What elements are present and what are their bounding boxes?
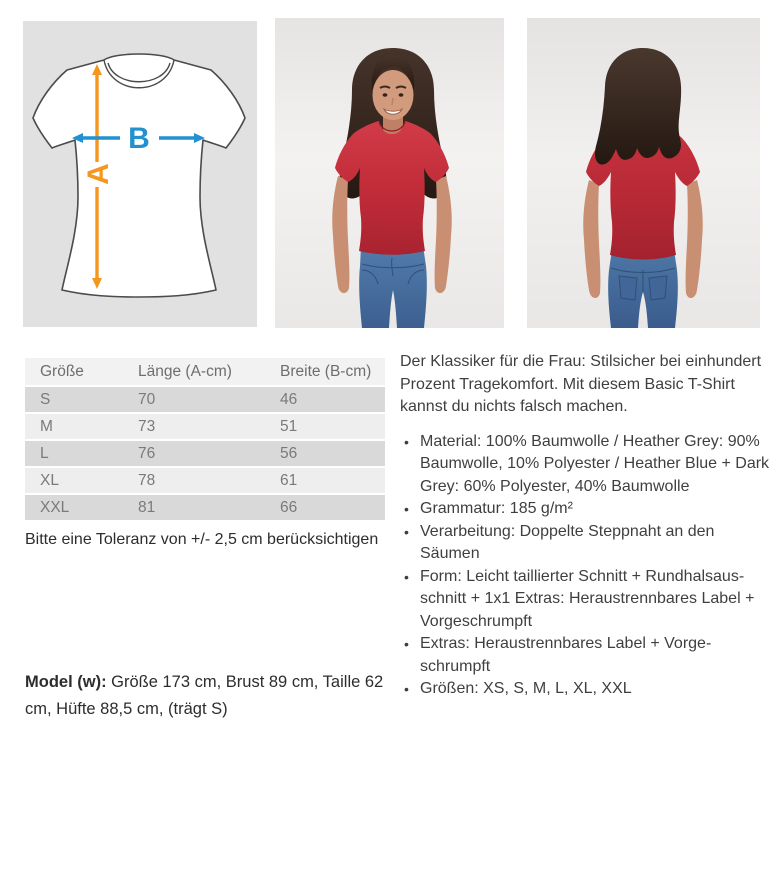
model-info (25, 669, 399, 723)
measure-label-a: A (82, 163, 115, 185)
nose (392, 98, 393, 105)
measure-label-b: B (128, 122, 150, 155)
size-table-header: Größe (25, 358, 138, 385)
size-table-cell: 76 (138, 441, 280, 466)
size-table-row (25, 441, 385, 466)
size-table-cell: 73 (138, 414, 280, 439)
model-info-text: Größe 173 cm, Brust 89 cm, Taille 62 cm, Hüfte 88,5 cm, (trägt S) (25, 673, 384, 718)
size-table-header-row (25, 358, 385, 385)
description-bullets (400, 431, 772, 701)
size-table-cell: 51 (280, 414, 385, 439)
size-table-row (25, 387, 385, 412)
description-bullet: • Form: Leicht taillierter Schnitt + Rundhalsausschnitt + 1x1 Extras: Heraustrennbares Label + Vorgeschrumpft (400, 566, 772, 634)
description-intro: Der Klassiker für die Frau: Stilsicher bei einhundert Prozent Tragekomfort. Mit diesem Basic T-Shirt kannst du nichts falsch machen. (400, 353, 762, 415)
size-table-cell: M (25, 414, 138, 439)
description-bullet: • Grammatur: 185 g/m² (400, 498, 772, 521)
size-table-cell: 56 (280, 441, 385, 466)
size-table (25, 356, 385, 522)
description-bullet: • Material: 100% Baumwolle / Heather Grey: 90% Baumwolle, 10% Polyester / Heather Blue + Dark Grey: 60% Polyester, 40% Baumwolle (400, 431, 772, 499)
model-front-photo (275, 18, 504, 328)
size-table-cell: 70 (138, 387, 280, 412)
tolerance-note: Bitte eine Toleranz von +/- 2,5 cm berücksichtigen (25, 531, 379, 548)
product-description (400, 351, 772, 701)
size-table-cell: L (25, 441, 138, 466)
size-table-row (25, 468, 385, 493)
description-bullet: • Verarbeitung: Doppelte Steppnaht an den Säumen (400, 521, 772, 566)
size-table-cell: 61 (280, 468, 385, 493)
size-table-header: Länge (A-cm) (138, 358, 280, 385)
size-table-header: Breite (B-cm) (280, 358, 385, 385)
model-info-label: Model (w): (25, 673, 107, 691)
size-table-cell: XL (25, 468, 138, 493)
size-table-cell: XXL (25, 495, 138, 520)
model-back-photo (527, 18, 760, 328)
size-table-row (25, 495, 385, 520)
description-bullet: • Extras: Heraustrennbares Label + Vorgeschrumpft (400, 633, 772, 678)
description-bullet: • Größen: XS, S, M, L, XL, XXL (400, 678, 772, 701)
back-pocket-right (649, 276, 667, 300)
back-pocket-left (619, 276, 637, 300)
size-table-cell: 78 (138, 468, 280, 493)
size-table-cell: 46 (280, 387, 385, 412)
size-table-row (25, 414, 385, 439)
size-table-cell: S (25, 387, 138, 412)
size-table-cell: 66 (280, 495, 385, 520)
right-eye (399, 93, 404, 96)
size-diagram-image (23, 21, 257, 327)
size-table-body (25, 387, 385, 520)
left-eye (383, 93, 388, 96)
size-table-cell: 81 (138, 495, 280, 520)
